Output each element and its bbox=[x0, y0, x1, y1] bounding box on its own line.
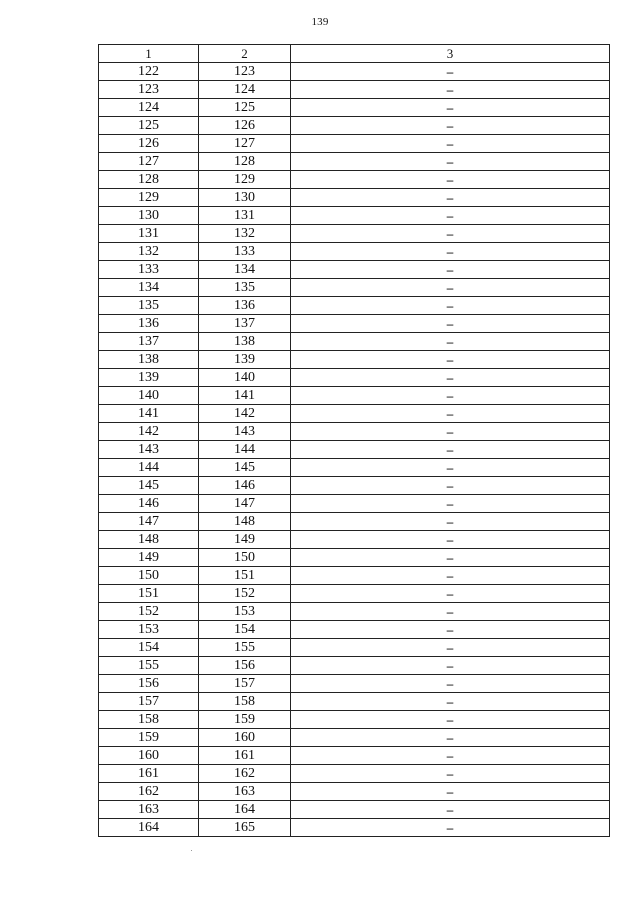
table-cell-col-1: 146 bbox=[99, 495, 199, 513]
table-row bbox=[99, 621, 610, 639]
table-cell-col-1: 128 bbox=[99, 171, 199, 189]
table-cell-col-3: – bbox=[291, 351, 610, 369]
table-cell-col-2: 126 bbox=[199, 117, 291, 135]
table-row bbox=[99, 747, 610, 765]
table-cell-col-3: – bbox=[291, 513, 610, 531]
table-cell-col-3: – bbox=[291, 207, 610, 225]
data-table-container bbox=[98, 44, 609, 837]
table-cell-col-2: 136 bbox=[199, 297, 291, 315]
scan-artifact bbox=[191, 850, 192, 851]
table-cell-col-1: 136 bbox=[99, 315, 199, 333]
table-cell-col-3: – bbox=[291, 639, 610, 657]
table-cell-col-2: 161 bbox=[199, 747, 291, 765]
table-row bbox=[99, 603, 610, 621]
table-row bbox=[99, 81, 610, 99]
table-cell-col-1: 122 bbox=[99, 63, 199, 81]
table-cell-col-1: 124 bbox=[99, 99, 199, 117]
table-cell-col-2: 160 bbox=[199, 729, 291, 747]
table-row bbox=[99, 207, 610, 225]
table-row bbox=[99, 369, 610, 387]
table-cell-col-2: 137 bbox=[199, 315, 291, 333]
table-cell-col-3: – bbox=[291, 495, 610, 513]
table-cell-col-1: 132 bbox=[99, 243, 199, 261]
table-cell-col-2: 127 bbox=[199, 135, 291, 153]
table-cell-col-1: 152 bbox=[99, 603, 199, 621]
table-row bbox=[99, 63, 610, 81]
table-cell-col-1: 153 bbox=[99, 621, 199, 639]
table-row bbox=[99, 351, 610, 369]
table-cell-col-2: 138 bbox=[199, 333, 291, 351]
table-cell-col-3: – bbox=[291, 621, 610, 639]
table-row bbox=[99, 423, 610, 441]
table-cell-col-1: 148 bbox=[99, 531, 199, 549]
table-cell-col-1: 145 bbox=[99, 477, 199, 495]
table-cell-col-3: – bbox=[291, 747, 610, 765]
table-row bbox=[99, 315, 610, 333]
table-cell-col-1: 158 bbox=[99, 711, 199, 729]
table-cell-col-1: 137 bbox=[99, 333, 199, 351]
table-cell-col-1: 157 bbox=[99, 693, 199, 711]
table-row bbox=[99, 405, 610, 423]
table-row bbox=[99, 729, 610, 747]
table-cell-col-2: 159 bbox=[199, 711, 291, 729]
table-cell-col-2: 143 bbox=[199, 423, 291, 441]
table-cell-col-2: 153 bbox=[199, 603, 291, 621]
table-cell-col-1: 160 bbox=[99, 747, 199, 765]
table-row bbox=[99, 459, 610, 477]
table-row bbox=[99, 531, 610, 549]
table-cell-col-2: 131 bbox=[199, 207, 291, 225]
table-cell-col-2: 152 bbox=[199, 585, 291, 603]
data-table bbox=[98, 44, 610, 837]
table-cell-col-1: 150 bbox=[99, 567, 199, 585]
table-row bbox=[99, 279, 610, 297]
table-cell-col-1: 129 bbox=[99, 189, 199, 207]
table-cell-col-2: 151 bbox=[199, 567, 291, 585]
table-row bbox=[99, 297, 610, 315]
table-cell-col-2: 128 bbox=[199, 153, 291, 171]
table-cell-col-2: 147 bbox=[199, 495, 291, 513]
table-cell-col-1: 155 bbox=[99, 657, 199, 675]
table-cell-col-1: 162 bbox=[99, 783, 199, 801]
table-cell-col-2: 130 bbox=[199, 189, 291, 207]
table-cell-col-3: – bbox=[291, 441, 610, 459]
table-cell-col-1: 125 bbox=[99, 117, 199, 135]
table-cell-col-2: 139 bbox=[199, 351, 291, 369]
table-cell-col-1: 154 bbox=[99, 639, 199, 657]
table-cell-col-3: – bbox=[291, 585, 610, 603]
table-cell-col-1: 149 bbox=[99, 549, 199, 567]
table-row bbox=[99, 549, 610, 567]
table-cell-col-1: 143 bbox=[99, 441, 199, 459]
table-cell-col-3: – bbox=[291, 657, 610, 675]
table-cell-col-2: 163 bbox=[199, 783, 291, 801]
table-cell-col-1: 141 bbox=[99, 405, 199, 423]
table-cell-col-1: 151 bbox=[99, 585, 199, 603]
table-cell-col-1: 164 bbox=[99, 819, 199, 837]
table-cell-col-3: – bbox=[291, 387, 610, 405]
table-cell-col-1: 140 bbox=[99, 387, 199, 405]
table-row bbox=[99, 819, 610, 837]
table-cell-col-2: 164 bbox=[199, 801, 291, 819]
table-cell-col-3: – bbox=[291, 405, 610, 423]
table-cell-col-3: – bbox=[291, 711, 610, 729]
column-header-3: 3 bbox=[291, 45, 610, 63]
table-cell-col-3: – bbox=[291, 369, 610, 387]
table-cell-col-2: 162 bbox=[199, 765, 291, 783]
table-row bbox=[99, 135, 610, 153]
table-cell-col-2: 129 bbox=[199, 171, 291, 189]
table-row bbox=[99, 387, 610, 405]
table-row bbox=[99, 243, 610, 261]
table-cell-col-3: – bbox=[291, 81, 610, 99]
table-cell-col-1: 163 bbox=[99, 801, 199, 819]
table-cell-col-3: – bbox=[291, 693, 610, 711]
table-row bbox=[99, 153, 610, 171]
table-cell-col-2: 132 bbox=[199, 225, 291, 243]
table-cell-col-3: – bbox=[291, 765, 610, 783]
table-cell-col-3: – bbox=[291, 117, 610, 135]
table-row bbox=[99, 225, 610, 243]
table-cell-col-2: 124 bbox=[199, 81, 291, 99]
table-cell-col-2: 123 bbox=[199, 63, 291, 81]
table-cell-col-3: – bbox=[291, 297, 610, 315]
table-cell-col-3: – bbox=[291, 261, 610, 279]
table-row bbox=[99, 513, 610, 531]
table-header-row bbox=[99, 45, 610, 63]
table-row bbox=[99, 261, 610, 279]
table-cell-col-3: – bbox=[291, 477, 610, 495]
table-row bbox=[99, 99, 610, 117]
table-cell-col-3: – bbox=[291, 225, 610, 243]
table-cell-col-1: 127 bbox=[99, 153, 199, 171]
table-body bbox=[99, 63, 610, 837]
table-cell-col-1: 142 bbox=[99, 423, 199, 441]
table-cell-col-1: 130 bbox=[99, 207, 199, 225]
table-cell-col-2: 148 bbox=[199, 513, 291, 531]
table-cell-col-2: 145 bbox=[199, 459, 291, 477]
table-cell-col-1: 159 bbox=[99, 729, 199, 747]
table-cell-col-3: – bbox=[291, 531, 610, 549]
table-row bbox=[99, 171, 610, 189]
table-row bbox=[99, 801, 610, 819]
table-row bbox=[99, 117, 610, 135]
table-cell-col-2: 156 bbox=[199, 657, 291, 675]
table-cell-col-1: 161 bbox=[99, 765, 199, 783]
table-cell-col-2: 144 bbox=[199, 441, 291, 459]
table-cell-col-3: – bbox=[291, 801, 610, 819]
table-cell-col-1: 134 bbox=[99, 279, 199, 297]
table-cell-col-1: 123 bbox=[99, 81, 199, 99]
table-cell-col-1: 138 bbox=[99, 351, 199, 369]
table-cell-col-2: 133 bbox=[199, 243, 291, 261]
table-cell-col-3: – bbox=[291, 63, 610, 81]
table-cell-col-3: – bbox=[291, 135, 610, 153]
table-cell-col-2: 165 bbox=[199, 819, 291, 837]
table-cell-col-3: – bbox=[291, 333, 610, 351]
table-cell-col-2: 154 bbox=[199, 621, 291, 639]
table-cell-col-2: 149 bbox=[199, 531, 291, 549]
table-cell-col-3: – bbox=[291, 99, 610, 117]
table-row bbox=[99, 639, 610, 657]
table-row bbox=[99, 675, 610, 693]
table-cell-col-2: 135 bbox=[199, 279, 291, 297]
table-cell-col-1: 126 bbox=[99, 135, 199, 153]
table-cell-col-3: – bbox=[291, 603, 610, 621]
table-cell-col-1: 135 bbox=[99, 297, 199, 315]
table-cell-col-2: 155 bbox=[199, 639, 291, 657]
table-cell-col-2: 158 bbox=[199, 693, 291, 711]
table-row bbox=[99, 657, 610, 675]
table-cell-col-1: 133 bbox=[99, 261, 199, 279]
table-cell-col-3: – bbox=[291, 729, 610, 747]
table-cell-col-1: 131 bbox=[99, 225, 199, 243]
table-row bbox=[99, 495, 610, 513]
column-header-1: 1 bbox=[99, 45, 199, 63]
table-cell-col-1: 147 bbox=[99, 513, 199, 531]
table-row bbox=[99, 585, 610, 603]
page-number: 139 bbox=[311, 16, 329, 28]
table-cell-col-2: 141 bbox=[199, 387, 291, 405]
table-cell-col-2: 146 bbox=[199, 477, 291, 495]
table-cell-col-1: 156 bbox=[99, 675, 199, 693]
table-row bbox=[99, 783, 610, 801]
table-cell-col-3: – bbox=[291, 315, 610, 333]
table-cell-col-2: 134 bbox=[199, 261, 291, 279]
table-cell-col-3: – bbox=[291, 153, 610, 171]
table-row bbox=[99, 189, 610, 207]
table-row bbox=[99, 711, 610, 729]
table-cell-col-3: – bbox=[291, 783, 610, 801]
column-header-2: 2 bbox=[199, 45, 291, 63]
table-cell-col-3: – bbox=[291, 171, 610, 189]
table-cell-col-3: – bbox=[291, 567, 610, 585]
table-header bbox=[99, 45, 610, 63]
table-row bbox=[99, 567, 610, 585]
table-row bbox=[99, 333, 610, 351]
table-cell-col-3: – bbox=[291, 819, 610, 837]
table-cell-col-2: 125 bbox=[199, 99, 291, 117]
table-cell-col-2: 142 bbox=[199, 405, 291, 423]
table-row bbox=[99, 441, 610, 459]
table-cell-col-3: – bbox=[291, 279, 610, 297]
table-cell-col-3: – bbox=[291, 423, 610, 441]
table-row bbox=[99, 693, 610, 711]
table-cell-col-1: 144 bbox=[99, 459, 199, 477]
table-cell-col-1: 139 bbox=[99, 369, 199, 387]
table-cell-col-3: – bbox=[291, 459, 610, 477]
table-cell-col-3: – bbox=[291, 549, 610, 567]
table-cell-col-3: – bbox=[291, 189, 610, 207]
table-cell-col-3: – bbox=[291, 675, 610, 693]
table-row bbox=[99, 765, 610, 783]
table-cell-col-3: – bbox=[291, 243, 610, 261]
table-row bbox=[99, 477, 610, 495]
table-cell-col-2: 150 bbox=[199, 549, 291, 567]
table-cell-col-2: 157 bbox=[199, 675, 291, 693]
table-cell-col-2: 140 bbox=[199, 369, 291, 387]
